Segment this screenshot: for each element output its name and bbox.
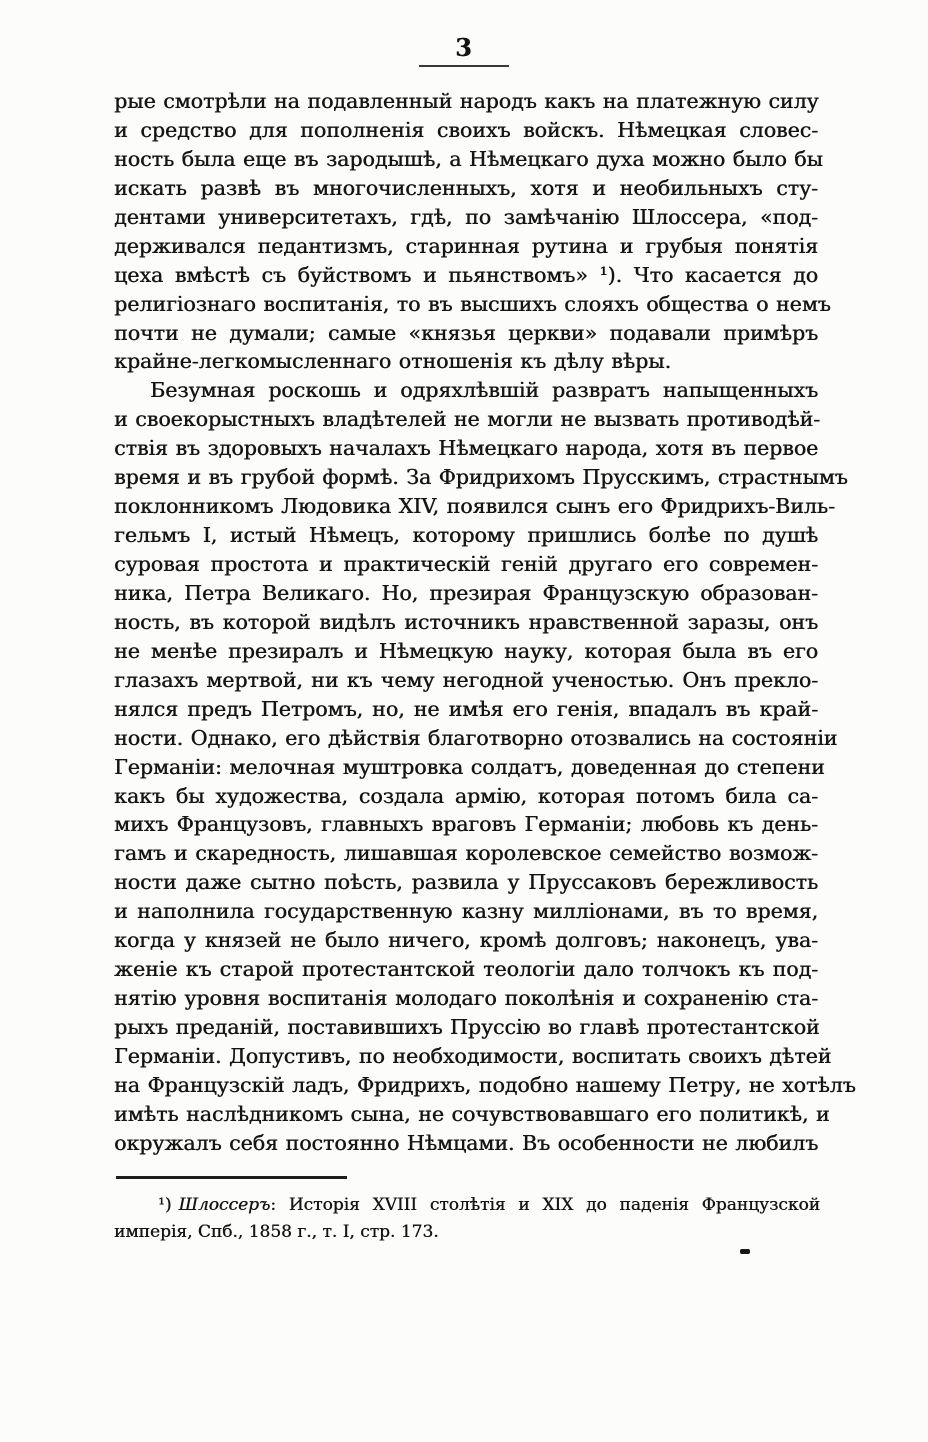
text-line: гельмъ I, истый Нѣмецъ, которому пришлись болѣе по душѣ	[114, 523, 818, 548]
text-line: женіе къ старой протестантской теологіи дало толчокъ къ под-	[114, 957, 818, 982]
text-line: цеха вмѣстѣ съ буйствомъ и пьянствомъ» ¹). Что касается до	[114, 262, 818, 287]
text-line: суровая простота и практическій геній другаго его современ-	[114, 552, 818, 576]
text-line: ности. Однако, его дѣйствія благотворно отозвались на состояніи	[114, 725, 838, 750]
text-line: время и въ грубой формѣ. За Фридрихомъ Прусскимъ, страстнымъ	[114, 465, 848, 490]
text-line: когда у князей не было ничего, кромѣ долговъ; наконецъ, ува-	[114, 928, 818, 953]
text-line: ника, Петра Великаго. Но, презирая Французскую образован-	[114, 580, 818, 605]
text-line: искать развѣ въ многочисленныхъ, хотя и необильныхъ сту-	[114, 175, 818, 200]
ink-speck-artifact	[740, 1249, 750, 1254]
footnote-author: Шлоссеръ	[178, 1195, 271, 1215]
text-line: рыхъ преданій, поставившихъ Пруссію во главѣ протестантской	[114, 1015, 820, 1039]
text-line: рые смотрѣли на подавленный народъ какъ на платежную силу	[114, 89, 819, 113]
text-line: Безумная роскошь и одряхлѣвшій развратъ напыщенныхъ	[150, 378, 818, 403]
text-line: глазахъ мертвой, ни къ чему негодной ученостью. Онъ прекло-	[114, 667, 818, 692]
footnote-marker: ¹)	[158, 1195, 172, 1215]
page-header	[0, 33, 928, 67]
text-line: не менѣе презиралъ и Нѣмецкую науку, которая была въ его	[114, 638, 818, 663]
text-line: и своекорыстныхъ владѣтелей не могли не вызвать противодѣй-	[114, 407, 821, 432]
footnote-line-1	[114, 1192, 820, 1219]
text-line: ствія въ здоровыхъ началахъ Нѣмецкаго народа, хотя въ первое	[114, 436, 819, 461]
text-line: поклонникомъ Людовика XIV, появился сынъ его Фридрихъ-Виль-	[114, 494, 835, 519]
footnote-line-2: имперія, Спб., 1858 г., т. I, стр. 173.	[114, 1221, 439, 1242]
text-line: ности даже сытно поѣсть, развила у Пруссаковъ бережливость	[114, 870, 818, 895]
text-line: ность, въ которой видѣлъ источникъ нравственной заразы, онъ	[114, 609, 818, 634]
page-number-rule	[419, 65, 509, 67]
page-number: 3	[455, 33, 473, 62]
text-line: дентами университетахъ, гдѣ, по замѣчанію Шлоссера, «под-	[114, 204, 818, 229]
text-line: и наполнила государственную казну милліонами, въ то время,	[114, 899, 818, 924]
text-line: ность была еще въ зародышѣ, а Нѣмецкаго духа можно было бы	[114, 146, 823, 171]
text-line: держивался педантизмъ, старинная рутина и грубыя понятія	[114, 233, 818, 258]
footnote-reference-text: : Исторія XVIII столѣтія и XIX до паденія Французской	[270, 1195, 820, 1215]
text-line: Германіи: мелочная муштровка солдатъ, доведенная до степени	[114, 754, 825, 779]
text-line: окружалъ себя постоянно Нѣмцами. Въ особенности не любилъ	[114, 1130, 819, 1155]
text-line: религіознаго воспитанія, то въ высшихъ слояхъ общества о немъ	[114, 291, 831, 316]
text-line: михъ Французовъ, главныхъ враговъ Германіи; любовь къ день-	[114, 812, 818, 837]
text-line: какъ бы художества, создала армію, которая потомъ била са-	[114, 783, 818, 808]
footnote	[114, 1192, 820, 1245]
footnote-rule	[116, 1176, 347, 1179]
text-line: крайне-легкомысленнаго отношенія къ дѣлу вѣры.	[114, 349, 671, 374]
text-line: гамъ и скаредность, лишавшая королевское семейство возмож-	[114, 841, 818, 866]
text-line: нятію уровня воспитанія молодаго поколѣнія и сохраненію ста-	[114, 986, 818, 1011]
body-text	[114, 87, 856, 1158]
text-line: имѣть наслѣдникомъ сына, не сочувствовавшаго его политикѣ, и	[114, 1101, 830, 1126]
text-line: почти не думали; самые «князья церкви» подавали примѣръ	[114, 320, 818, 345]
text-line: нялся предъ Петромъ, но, не имѣя его генія, впадалъ въ край-	[114, 696, 818, 721]
text-line: на Французскій ладъ, Фридрихъ, подобно нашему Петру, не хотѣлъ	[114, 1072, 856, 1097]
text-line: и средство для пополненія своихъ войскъ. Нѣмецкая словес-	[114, 117, 818, 142]
text-line: Германіи. Допустивъ, по необходимости, воспитать своихъ дѣтей	[114, 1043, 832, 1068]
